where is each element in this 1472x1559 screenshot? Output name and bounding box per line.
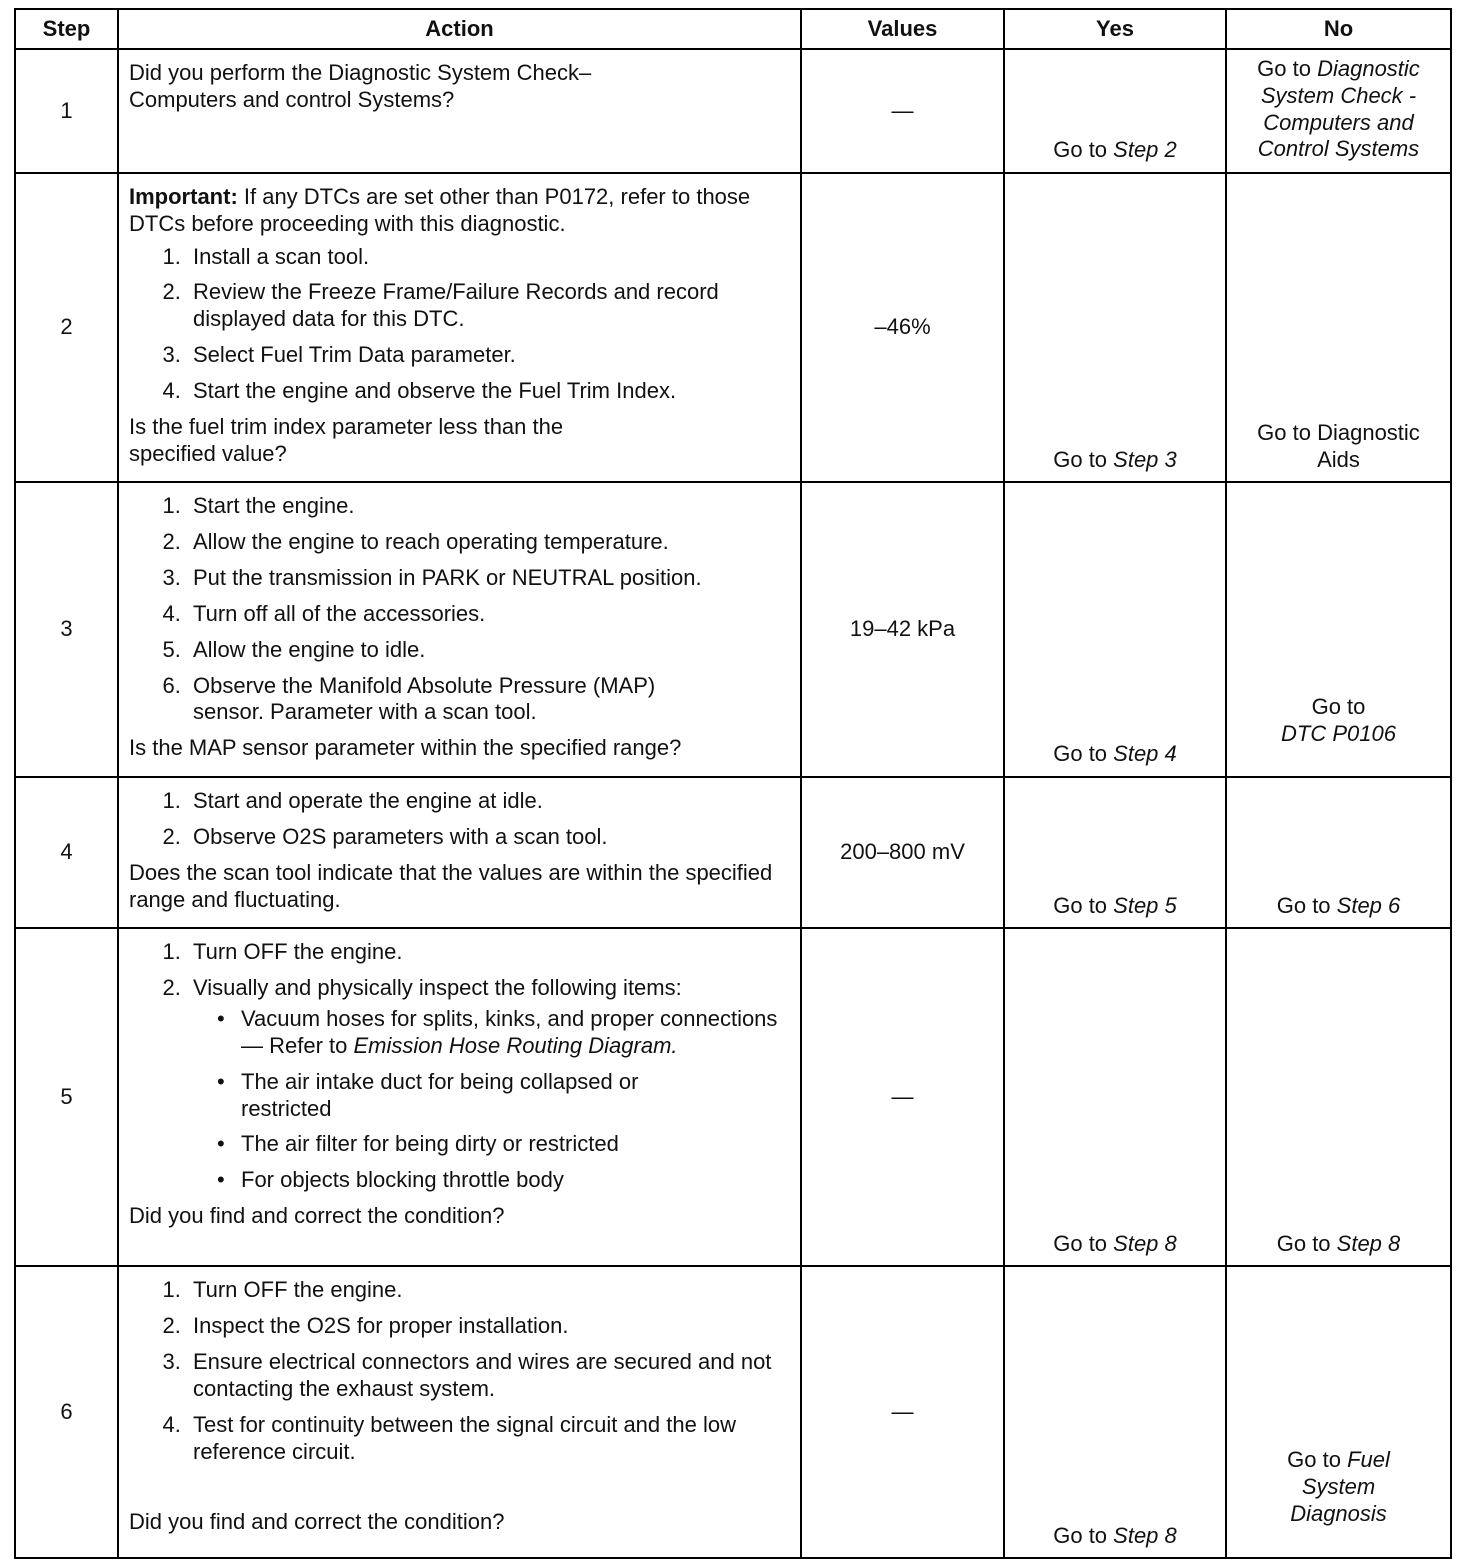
step-number: 6 <box>15 1266 118 1558</box>
yes-prefix: Go to <box>1053 892 1114 918</box>
no-prefix: Go to <box>1276 892 1337 918</box>
yes-cell <box>1004 482 1226 777</box>
no-cell <box>1226 1266 1451 1558</box>
no-link[interactable]: DTC P0106 <box>1281 721 1396 747</box>
list-item: 2. Inspect the O2S for proper installation. <box>187 1313 790 1340</box>
yes-cell <box>1004 1266 1226 1558</box>
header-row <box>15 9 1451 49</box>
table-row <box>15 928 1451 1266</box>
emission-hose-link[interactable]: Emission Hose Routing Diagram. <box>353 1032 678 1058</box>
list-item: 3. Select Fuel Trim Data parameter. <box>187 342 790 369</box>
important-text: If any DTCs are set other than P0172, refer to those DTCs before proceeding with this diagnostic. <box>129 184 751 236</box>
yes-prefix: Go to <box>1053 741 1114 767</box>
yes-cell <box>1004 49 1226 173</box>
list-item: 4. Start the engine and observe the Fuel Trim Index. <box>187 378 790 405</box>
action-cell <box>118 173 801 482</box>
value-cell: 19–42 kPa <box>801 482 1004 777</box>
action-cell <box>118 1266 801 1558</box>
list-item: 1. Turn OFF the engine. <box>187 939 790 966</box>
value-cell: — <box>801 928 1004 1266</box>
no-prefix: Go to <box>1311 694 1366 720</box>
yes-link[interactable]: Step 3 <box>1113 446 1177 472</box>
action-cell <box>118 482 801 777</box>
step-number: 2 <box>15 173 118 482</box>
table-row <box>15 1266 1451 1558</box>
no-cell <box>1226 173 1451 482</box>
diagnostic-table <box>14 8 1452 1559</box>
list-item: 1. Turn OFF the engine. <box>187 1277 790 1304</box>
action-cell <box>118 777 801 928</box>
no-cell <box>1226 777 1451 928</box>
no-link[interactable]: Step 6 <box>1336 892 1401 918</box>
yes-prefix: Go to <box>1053 446 1114 472</box>
header-action: Action <box>118 9 801 49</box>
no-prefix: Go to <box>1257 56 1318 81</box>
header-values: Values <box>801 9 1004 49</box>
important-note <box>129 184 790 238</box>
yes-prefix: Go to <box>1053 1230 1114 1256</box>
yes-link[interactable]: Step 2 <box>1113 137 1177 163</box>
no-link[interactable]: Step 8 <box>1336 1230 1401 1256</box>
list-item: 1. Start and operate the engine at idle. <box>187 788 790 815</box>
value-cell: — <box>801 49 1004 173</box>
list-item: 4. Test for continuity between the signal circuit and the low reference circuit. <box>187 1412 790 1466</box>
yes-link[interactable]: Step 8 <box>1113 1230 1177 1256</box>
table-row <box>15 173 1451 482</box>
yes-prefix: Go to <box>1053 137 1114 163</box>
value-cell: –46% <box>801 173 1004 482</box>
list-item: 5. Allow the engine to idle. <box>187 637 790 664</box>
step-number: 4 <box>15 777 118 928</box>
value-cell: 200–800 mV <box>801 777 1004 928</box>
bullet-item: • For objects blocking throttle body <box>235 1167 790 1194</box>
yes-link[interactable]: Step 5 <box>1113 892 1177 918</box>
no-link[interactable]: Go to Diagnostic Aids <box>1257 419 1420 472</box>
step-number: 5 <box>15 928 118 1266</box>
action-cell <box>118 928 801 1266</box>
value-cell: — <box>801 1266 1004 1558</box>
list-item: 2. Review the Freeze Frame/Failure Records and record displayed data for this DTC. <box>187 279 790 333</box>
yes-cell <box>1004 928 1226 1266</box>
list-item: 1. Start the engine. <box>187 493 790 520</box>
table-row <box>15 777 1451 928</box>
no-cell <box>1226 482 1451 777</box>
action-text: Did you perform the Diagnostic System Check–Computers and control Systems? <box>129 60 592 112</box>
no-cell <box>1226 928 1451 1266</box>
step-number: 3 <box>15 482 118 777</box>
bullet-item: • The air intake duct for being collapsed or restricted <box>235 1069 790 1123</box>
list-item: 1. Install a scan tool. <box>187 244 790 271</box>
yes-prefix: Go to <box>1053 1522 1114 1548</box>
no-link[interactable]: Fuel System Diagnosis <box>1290 1446 1390 1526</box>
list-item: 4. Turn off all of the accessories. <box>187 601 790 628</box>
list-item: 2. Allow the engine to reach operating temperature. <box>187 529 790 556</box>
action-cell <box>118 49 801 173</box>
list-item: 6. Observe the Manifold Absolute Pressure (MAP) sensor. Parameter with a scan tool. <box>187 673 790 727</box>
question-text: Is the MAP sensor parameter within the specified range? <box>129 735 682 761</box>
header-yes: Yes <box>1004 9 1226 49</box>
bullet-item <box>235 1006 790 1060</box>
no-cell <box>1226 49 1451 173</box>
no-link[interactable]: Diagnostic System Check - Computers and Control Systems <box>1257 56 1420 162</box>
yes-link[interactable]: Step 8 <box>1113 1522 1177 1548</box>
header-step: Step <box>15 9 118 49</box>
yes-cell <box>1004 173 1226 482</box>
header-no: No <box>1226 9 1451 49</box>
important-label: Important: <box>129 184 238 209</box>
list-item <box>187 975 790 1194</box>
list-item-text: Visually and physically inspect the following items: <box>193 975 682 1001</box>
table-row <box>15 482 1451 777</box>
no-prefix: Go to <box>1287 1446 1348 1472</box>
question-text: Is the fuel trim index parameter less than the specified value? <box>129 413 564 466</box>
question-text: Did you find and correct the condition? <box>129 1203 505 1229</box>
list-item: 3. Ensure electrical connectors and wires are secured and not contacting the exhaust system. <box>187 1349 790 1403</box>
list-item: 3. Put the transmission in PARK or NEUTRAL position. <box>187 565 790 592</box>
table-row <box>15 49 1451 173</box>
step-number: 1 <box>15 49 118 173</box>
bullet-item: • The air filter for being dirty or restricted <box>235 1131 790 1158</box>
yes-link[interactable]: Step 4 <box>1113 741 1177 767</box>
list-item: 2. Observe O2S parameters with a scan tool. <box>187 824 790 851</box>
no-prefix: Go to <box>1276 1230 1337 1256</box>
question-text: Did you find and correct the condition? <box>129 1508 505 1534</box>
question-text: Does the scan tool indicate that the values are within the specified range and fluctuating. <box>129 859 773 912</box>
yes-cell <box>1004 777 1226 928</box>
bullet-text: Vacuum hoses for splits, kinks, and proper connections — Refer to <box>241 1006 778 1058</box>
